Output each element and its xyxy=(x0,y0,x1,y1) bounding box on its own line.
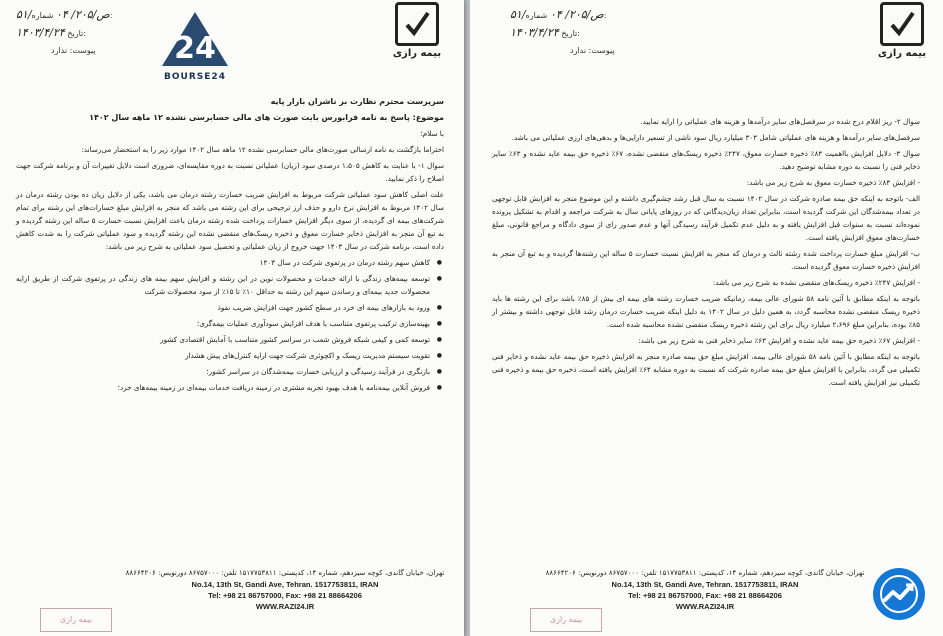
number-label: شماره: xyxy=(525,11,607,20)
letter-number: ۵۱/ص/۲۰۵/ ۰۴ xyxy=(510,8,604,21)
greeting: با سلام؛ xyxy=(420,129,444,138)
letter-date: ۱۴۰۳/۴/۲۴ xyxy=(16,26,65,39)
footer-address xyxy=(120,568,450,612)
question-3: سوال ۳- دلایل افزایش بااهمیت ۸۴٪ ذخیره خسارت معوق، ۲۴۷٪ ذخیره ریسک‌های منقضی نشده، ۶۷٪ ذخیره حق بیمه عاید نشده و ۶۳٪ سایر ذخایر فنی را نسبت به دوره مشابه توضیح دهید. xyxy=(492,149,920,171)
attachment-label: پیوست: ندارد xyxy=(570,46,615,55)
website-link[interactable]: WWW.RAZI24.IR xyxy=(675,602,735,611)
letter-body xyxy=(16,95,444,397)
date-label: تاریخ: xyxy=(67,29,86,38)
bourse24-watermark xyxy=(155,10,235,82)
addressee: سرپرست محترم نظارت بر ناشران بازار پایه xyxy=(270,97,444,106)
letter-meta xyxy=(16,6,112,59)
list-item: ● توسعه کمی و کیفی شبکه فروش شعب در سراسر کشور متناسب با آمایش اقتصادی کشور xyxy=(16,333,430,346)
trend-logo-button[interactable] xyxy=(873,568,925,620)
section-heading: - افزایش ۲۴۷٪ ذخیره ریسک‌های منقضی نشده به شرح زیر می باشد: xyxy=(712,278,920,287)
answer-2: سرفصل‌های سایر درآمدها و هزینه های عملیاتی شامل ۳۰۳ میلیارد ریال سود ناشی از تسعیر دارایی‌ها و بدهی‌های ارزی عملیاتی می باشد. xyxy=(511,133,920,142)
paragraph: باتوجه به اینکه مطابق با آئین نامه ۵۸ شورای عالی بیمه، زمانیکه ضریب خسارت رشته های بیمه ای بیش از ۸۵٪ باشد برای این رشته ها باید ذخیره ریسک منقضی نشده محاسبه گردد، به همین دلیل در سال ۱۴۰۲ به دلیل اینکه ضریب خسارت درمان رشد قابل توجهی داشته و بیشتر از ۸۵٪ بوده، بنابراین مبلغ ۲،۶۹۶ میلیارد ریال برای این رشته ذخیره ریسک منقضی نشده محاسبه شده است. xyxy=(492,294,921,329)
question-2: سوال ۲- ریز اقلام درج شده در سرفصل‌های سایر درآمدها و هزینه های عملیاتی را ارایه نمایید. xyxy=(640,117,920,126)
plan-list xyxy=(16,256,444,394)
list-item: ● بازنگری در فرآیند رسیدگی و ارزیابی خسارت بیمه‌شدگان در سراسر کشور؛ xyxy=(16,365,430,378)
letter-body xyxy=(492,115,920,392)
list-item: ● بهینه‌سازی ترکیب پرتفوی متناسب با هدف افزایش سودآوری عملیات بیمه‌گری؛ xyxy=(16,317,430,330)
razi-logo xyxy=(392,2,442,59)
attachment-label: پیوست: ندارد xyxy=(51,46,96,55)
watermark-text: BOURSE24 xyxy=(164,72,226,82)
phone-en: Tel: +98 21 86757000, Fax: +98 21 88664206 xyxy=(628,591,782,600)
logo-label: بیمه رازی xyxy=(392,48,442,59)
bourse24-logo-icon xyxy=(160,10,230,68)
letter-date: ۱۴۰۳/۴/۲۴ xyxy=(510,26,559,39)
checkmark-icon xyxy=(395,2,439,46)
footer-address xyxy=(540,568,870,612)
phone-en: Tel: +98 21 86757000, Fax: +98 21 88664206 xyxy=(208,591,362,600)
list-item: ● ورود به بازارهای بیمه ای خرد در سطح کشور جهت افزایش ضریب نفوذ xyxy=(16,301,430,314)
section-heading: - افزایش ۶۷٪ ذخیره حق بیمه عاید نشده و افزایش ۶۳٪ سایر ذخایر فنی به شرح زیر می باشد: xyxy=(638,336,920,345)
trend-chart-icon xyxy=(873,568,925,620)
stamp: بیمه رازی xyxy=(40,608,112,632)
address-en: No.14, 13th St, Gandi Ave, Tehran. 1517753811, IRAN xyxy=(191,580,379,589)
website-link[interactable]: WWW.RAZI24.IR xyxy=(255,602,315,611)
number-label: شماره: xyxy=(31,11,113,20)
paragraph-b: ب- افزایش مبلغ خسارت پرداخت شده رشته ثالث و درمان که منجر به افزایش نسبت خسارت ۵ ساله این رشته‌ها گردیده و به تبع آن منجر به افزایش ذخیره خسارت معوق گردیده است. xyxy=(492,249,920,271)
date-label: تاریخ: xyxy=(561,29,580,38)
letter-page-2 xyxy=(470,0,943,636)
list-item: ● فروش آنلاین بیمه‌نامه با هدف بهبود تجربه مشتری در زمینه دریافت خدمات بیمه‌ای در زمینه بیمه‌های خرد؛ xyxy=(16,381,430,394)
answer-paragraph: علت اصلی کاهش سود عملیاتی شرکت مربوط به افزایش ضریب خسارت رشته درمان می باشد، یکی از دلایل زیان ده بودن رشته درمان در سال ۱۴۰۲ مربوط به افزایش نرخ دارو و حذف ارز ترجیحی برای این رشته می باشد که منجر به افزایش مبلغ خسارات‌های این رشته برای تمام شرکت‌های بیمه ای گردیده، از سوی دیگر افزایش خسارات پرداخت شده رشته درمان باعث افزایش نسبت خسارت ۵ ساله این رشته گردیده و به تبع آن منجر به افزایش ذخایر خسارت معوق و ذخیره ریسک‌های منقضی نشده این رشته گردیده و سود عملیاتی شرکت را به شدت کاهش داده است، برنامه شرکت در سال ۱۴۰۳ جهت خروج از زیان عملیاتی و تحصیل سود عملیاتی به شرح زیر می باشد: xyxy=(16,190,445,251)
razi-logo xyxy=(877,2,927,59)
list-item: ● توسعه بیمه‌های زندگی با ارائه خدمات و محصولات نوین در این رشته و افزایش سهم بیمه های زندگی در پرتفوی شرکت از طریق ارایه محصولات جدید بیمه‌ای و رساندن سهم این رشته به حداقل ۱۰٪ تا ۱۵٪ از سود محصولات شرکت xyxy=(16,272,430,298)
list-item: ● کاهش سهم رشته درمان در پرتفوی شرکت در سال ۱۴۰۳ xyxy=(16,256,430,269)
letter-meta xyxy=(510,6,615,59)
subject: موضوع: پاسخ به نامه فرابورس بابت صورت های مالی حسابرسی نشده ۱۲ ماهه سال ۱۴۰۲ xyxy=(89,113,444,122)
logo-label: بیمه رازی xyxy=(877,48,927,59)
section-heading: - افزایش ۸۴٪ ذخیره خسارت معوق به شرح زیر می باشد: xyxy=(746,178,920,187)
paragraph-a: الف- باتوجه به اینکه حق بیمه صادره شرکت در سال ۱۴۰۲ نسبت به سال قبل رشد چشم‌گیری داشته و این موضوع منجر به افزایش قابل توجهی در تعداد بیمه‌شدگان این شرکت گردیده است، بنابراین تعداد زیان‌دیدگانی که در روزهای پایانی سال به شرکت مراجعه و اقدام به تشکیل پرونده نموده‌اند نسبت به سنوات قبل افزایش یافته و به دلیل عدم تکمیل فرآیند رسیدگی آنها و عدم صدور رای از سوی دادگاه و مراجع قانونی، مبلغ خسارت‌های معوق افزایش یافته است. xyxy=(492,194,921,242)
paragraph: باتوجه به اینکه مطابق با آئین نامه ۵۸ شورای عالی بیمه، افزایش مبلغ حق بیمه صادره منجر به افزایش ذخیره حق بیمه عاید نشده و ذخایر فنی تکمیلی می گردد، بنابراین با افزایش مبلغ حق بیمه صادره شرکت که نسبت به دوره مشابه ۶۴٪ افزایش یافته است، ذخیره حق بیمه و ذخیره فنی تکمیلی نیز افزایش یافته است. xyxy=(492,352,920,387)
list-item: ● تقویت سیستم مدیریت ریسک و اکچوئری شرکت جهت ارایه کنترل‌های پیش هشدار xyxy=(16,349,430,362)
address-fa: تهران، خیابان گاندی، کوچه سیزدهم، شماره ۱۴، کدپستی: ۱۵۱۷۷۵۳۸۱۱ تلفن: ۸۶۷۵۷۰۰۰ دورنویس: ۸۸۶۶۴۲۰۶ xyxy=(125,569,445,577)
address-fa: تهران، خیابان گاندی، کوچه سیزدهم، شماره ۱۴، کدپستی: ۱۵۱۷۷۵۳۸۱۱ تلفن: ۸۶۷۵۷۰۰۰ دورنویس: ۸۸۶۶۴۲۰۶ xyxy=(545,569,865,577)
intro-paragraph: احتراما بازگشت به نامه ارسالی صورت‌های مالی حسابرسی نشده ۱۲ ماهه سال ۱۴۰۲ موارد زیر را به استحضار می‌رساند: xyxy=(81,145,444,154)
letter-page-1 xyxy=(0,0,464,636)
address-en: No.14, 13th St, Gandi Ave, Tehran. 1517753811, IRAN xyxy=(611,580,799,589)
svg-text:24: 24 xyxy=(174,31,216,66)
letter-number: ۵۱/ص/۲۰۵/ ۰۴ xyxy=(16,8,110,21)
question-1: سوال ۱- با عنایت به کاهش ۱،۵۰۵ درصدی سود (زیان) عملیاتی نسبت به دوره مقایسه‌ای، ضروری است دلایل تغییرات آن و برنامه شرکت جهت اصلاح را ذکر نمایید. xyxy=(16,161,444,183)
checkmark-icon xyxy=(880,2,924,46)
stamp: بیمه رازی xyxy=(530,608,602,632)
